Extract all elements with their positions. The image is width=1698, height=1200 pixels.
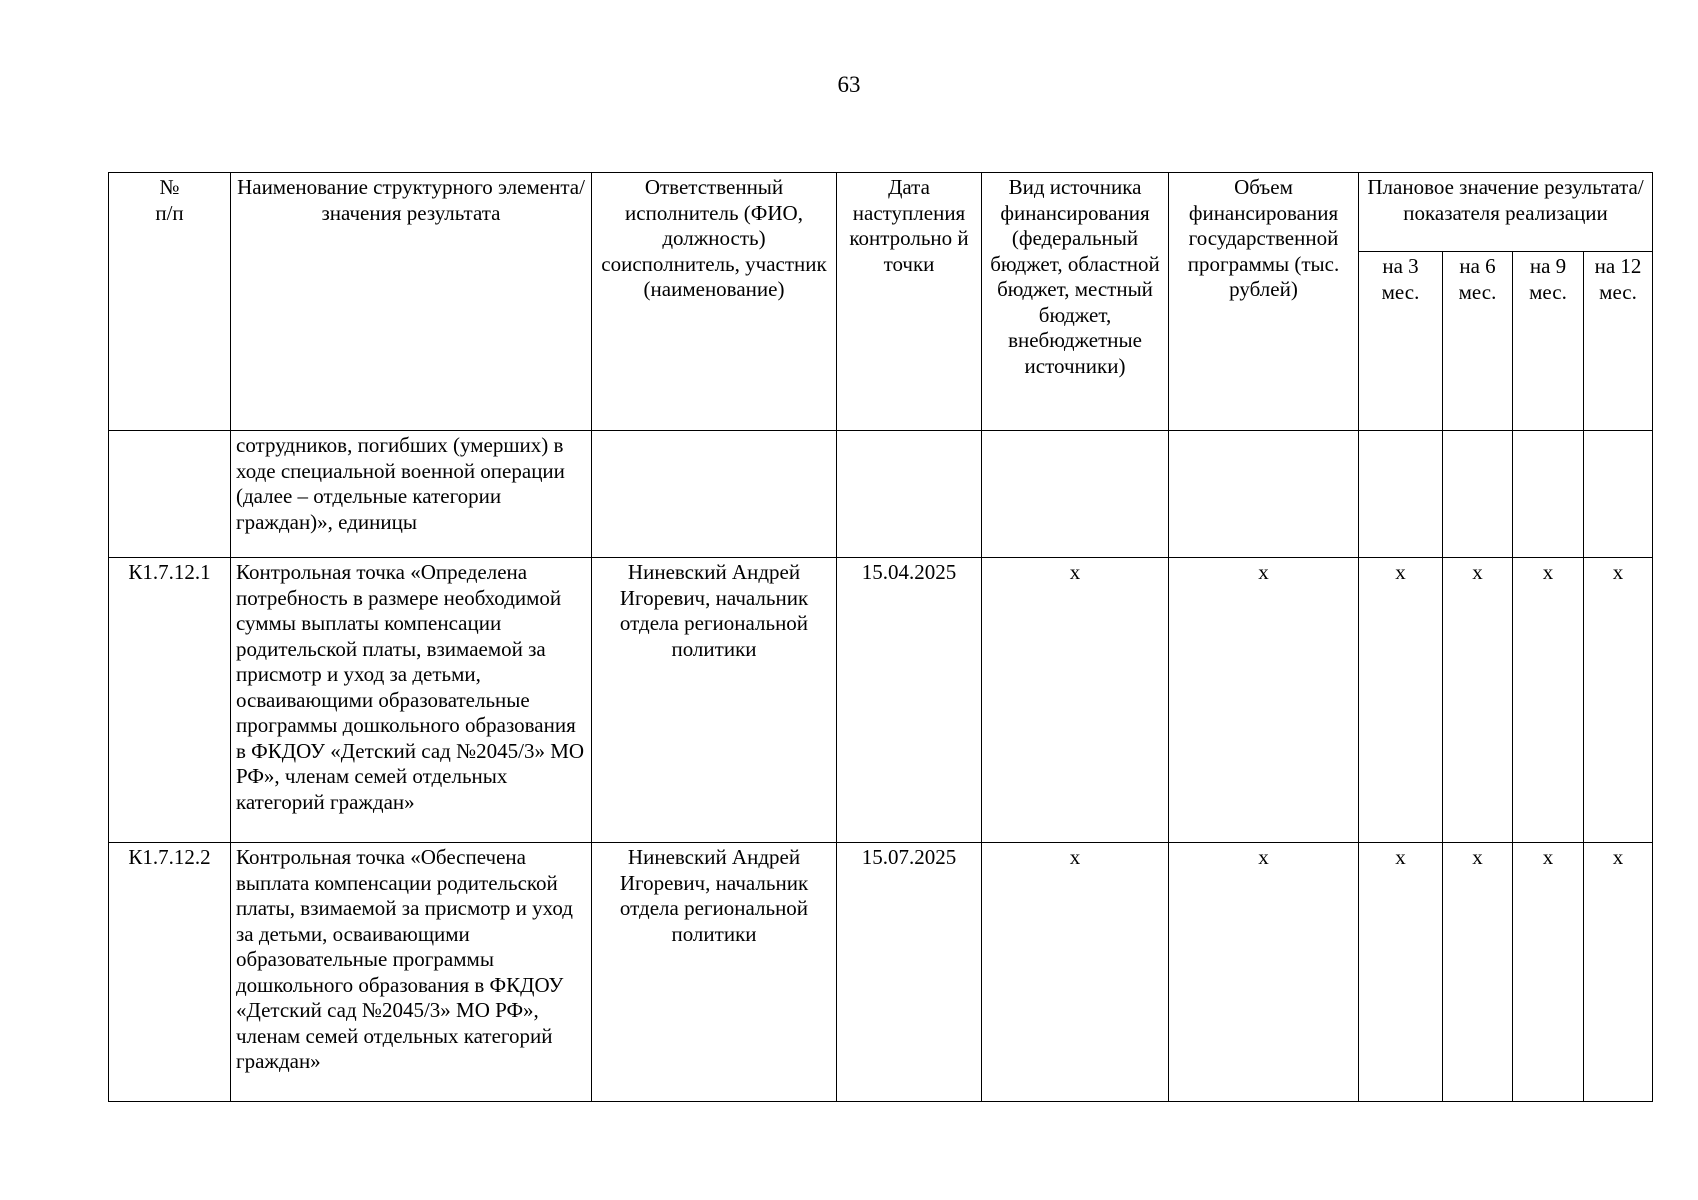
cell-empty	[592, 431, 837, 558]
table-row-continuation	[109, 431, 1653, 558]
cell-m3: х	[1359, 558, 1443, 843]
cell-source: х	[982, 843, 1169, 1102]
cell-responsible: Ниневский Андрей Игоревич, начальник отдела региональной политики	[592, 843, 837, 1102]
header-m3: на 3 мес.	[1359, 252, 1443, 431]
cell-date: 15.04.2025	[837, 558, 982, 843]
header-m12: на 12 мес.	[1584, 252, 1653, 431]
header-m6: на 6 мес.	[1443, 252, 1513, 431]
cell-volume: х	[1169, 843, 1359, 1102]
cell-m9: х	[1513, 843, 1584, 1102]
cell-num: К1.7.12.1	[109, 558, 231, 843]
cell-empty	[1169, 431, 1359, 558]
cell-date: 15.07.2025	[837, 843, 982, 1102]
cell-empty	[982, 431, 1169, 558]
cell-m9: х	[1513, 558, 1584, 843]
cell-source: х	[982, 558, 1169, 843]
header-m9: на 9 мес.	[1513, 252, 1584, 431]
cell-empty	[1443, 431, 1513, 558]
cell-m12: х	[1584, 843, 1653, 1102]
header-source: Вид источника финансирования (федеральный бюджет, областной бюджет, местный бюджет, внебюджетные источники)	[982, 173, 1169, 431]
header-planned: Плановое значение результата/показателя реализации	[1359, 173, 1653, 252]
header-num: № п/п	[109, 173, 231, 431]
cell-empty	[1513, 431, 1584, 558]
cell-empty	[1359, 431, 1443, 558]
cell-name: Контрольная точка «Обеспечена выплата компенсации родительской платы, взимаемой за присмотр и уход за детьми, осваивающими образовательные программы дошкольного образования в ФКДОУ «Детский сад №2045/3» МО РФ», членам семей отдельных категорий граждан»	[231, 843, 592, 1102]
header-name: Наименование структурного элемента/ значения результата	[231, 173, 592, 431]
cell-m3: х	[1359, 843, 1443, 1102]
cell-empty	[837, 431, 982, 558]
header-row	[109, 173, 1653, 252]
header-responsible: Ответственный исполнитель (ФИО, должность) соисполнитель, участник (наименование)	[592, 173, 837, 431]
cell-name-continuation: сотрудников, погибших (умерших) в ходе специальной военной операции (далее – отдельные категории граждан)», единицы	[231, 431, 592, 558]
cell-m6: х	[1443, 558, 1513, 843]
table-row	[109, 558, 1653, 843]
control-points-table	[108, 172, 1653, 1102]
cell-responsible: Ниневский Андрей Игоревич, начальник отдела региональной политики	[592, 558, 837, 843]
cell-empty	[1584, 431, 1653, 558]
cell-m12: х	[1584, 558, 1653, 843]
page-number: 63	[837, 72, 861, 97]
cell-num: К1.7.12.2	[109, 843, 231, 1102]
cell-name: Контрольная точка «Определена потребность в размере необходимой суммы выплаты компенсации родительской платы, взимаемой за присмотр и уход за детьми, осваивающими образовательные программы дошкольного образования в ФКДОУ «Детский сад №2045/3» МО РФ», членам семей отдельных категорий граждан»	[231, 558, 592, 843]
cell-empty	[109, 431, 231, 558]
cell-m6: х	[1443, 843, 1513, 1102]
table-row	[109, 843, 1653, 1102]
header-date: Дата наступления контрольно й точки	[837, 173, 982, 431]
header-volume: Объем финансирования государственной программы (тыс. рублей)	[1169, 173, 1359, 431]
cell-volume: х	[1169, 558, 1359, 843]
